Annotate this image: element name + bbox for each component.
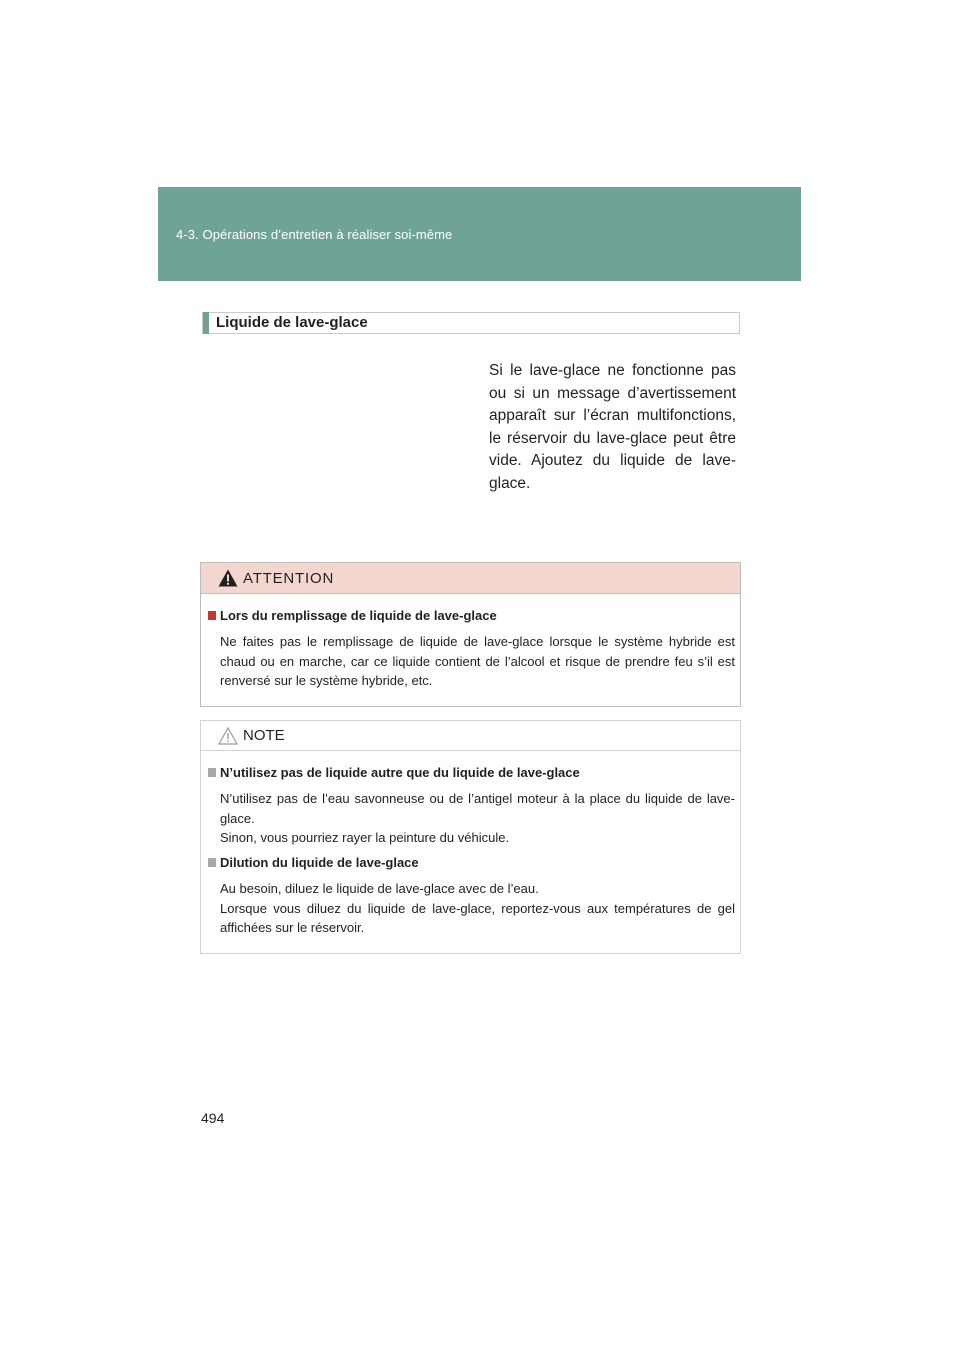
intro-paragraph: Si le lave-glace ne fonctionne pas ou si un message d’avertissement apparaît sur l’écran multifonctions, le réservoir du lave-glace peut être vide. Ajoutez du liquide de lave-glace. xyxy=(489,362,736,492)
section-title-box xyxy=(202,312,740,334)
attention-item-body: Ne faites pas le remplissage de liquide de lave-glace lorsque le système hybride est chaud ou en marche, car ce liquide contient de l’alcool et risque de prendre feu s’il est renversé sur le système hybride, etc. xyxy=(220,634,735,688)
attention-item-title: Lors du remplissage de liquide de lave-glace xyxy=(208,608,497,623)
square-bullet-icon xyxy=(208,858,216,867)
chapter-title: 4-3. Opérations d’entretien à réaliser soi-même xyxy=(176,227,453,242)
note-item-body: N’utilisez pas de l’eau savonneuse ou de l’antigel moteur à la place du liquide de lave-glace. Sinon, vous pourriez rayer la peinture du véhicule. xyxy=(220,791,735,845)
attention-title: ATTENTION xyxy=(243,570,335,587)
square-bullet-icon xyxy=(208,768,216,777)
note-item-title: N’utilisez pas de liquide autre que du liquide de lave-glace xyxy=(208,765,580,780)
note-box xyxy=(200,720,741,954)
page-number: 494 xyxy=(201,1110,225,1126)
note-title: NOTE xyxy=(243,727,285,744)
warning-triangle-outline-icon xyxy=(218,727,238,745)
attention-header xyxy=(201,563,740,594)
section-title-bar xyxy=(203,312,209,334)
header-band xyxy=(158,187,801,281)
attention-box xyxy=(200,562,741,707)
square-bullet-icon xyxy=(208,611,216,620)
warning-triangle-icon xyxy=(218,569,238,587)
note-item-body: Au besoin, diluez le liquide de lave-glace avec de l’eau. Lorsque vous diluez du liquide de lave-glace, reportez-vous aux températures de gel affichées sur le réservoir. xyxy=(220,881,735,935)
note-item-title: Dilution du liquide de lave-glace xyxy=(208,855,419,870)
note-header xyxy=(201,721,740,751)
section-title: Liquide de lave-glace xyxy=(216,314,368,331)
